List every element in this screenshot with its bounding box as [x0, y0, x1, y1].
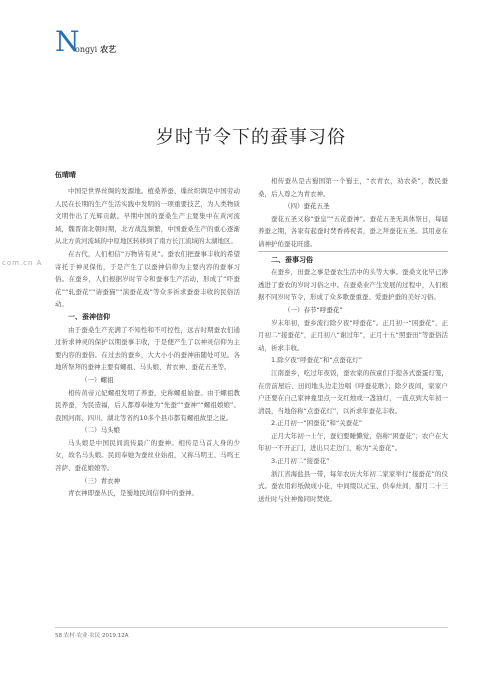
paragraph: 岁末年初，蚕乡流行除夕夜“呼蚕花”。正月初一“困蚕花”，正月初二“接蚕花”，正月初八“谢过年”，正月十五“照蚕田”等蚕俗活动，祈求丰收。	[258, 318, 448, 352]
left-column	[55, 185, 240, 500]
section-heading: （一）春节“呼蚕花”	[284, 305, 343, 314]
section-heading: 一、蚕神信仰	[68, 312, 110, 321]
article-title: 岁时节令下的蚕事习俗	[156, 127, 346, 148]
paragraph: 相传蚕丛是古蜀国第一个蜀王，“衣青衣，劝农桑”，教民蚕桑，后人尊之为青衣神。	[258, 177, 448, 198]
paragraph: 由于蚕桑生产充满了不知性和不可控性，远古时期蚕农们通过祈求神灵的保护以期蚕事丰收，于是便产生了以神灵信仰为主要内容的蚕俗。在过去的蚕乡，大大小小的蚕神庙随处可见。各地所祭拜的蚕神主要有螺祖、马头娘、青衣神、蚕花五圣等。	[55, 325, 240, 372]
paragraph: 蚕花五圣又称“蚕皇”“五花蚕神”。蚕花五圣无具体祭日，每届养蚕之期，各家有起蚕时焚香祷祝者，蚕之拜蚕花五圣。其用意在请神护佑蚕花旺盛。	[258, 214, 448, 248]
paragraph: 正月大年初一上午，蚕妇要睡懒觉，俗称“困蚕花”；农户在大年初一不开正门，进出只走边门，称为“关蚕花”。	[258, 431, 448, 453]
paragraph: 在蚕乡，田蚕之事是蚕农生活中的头等大事。蚕桑文化早已渗透进了蚕农的岁时习俗之中。在蚕桑业产生发展的过程中，人们根据不同岁时节令，形成了众多歌蚕重蚕、爱蚕护蚕的美好习俗。	[258, 268, 448, 302]
watermark-text: com.cn A	[2, 259, 43, 267]
paragraph: 2.正月初一“困蚕花”和“关蚕花”	[271, 419, 363, 428]
paragraph: 浙江省海盐县一带，每年农历大年初二家家举行“接蚕花”的仪式。蚕农用彩纸做成小花，中间缀以元宝、供奉灶间，腊月二十三送灶时与灶神像同时焚烧。	[258, 469, 448, 503]
section-heading: （三）青衣神	[81, 476, 120, 485]
page-footer: 58 农村·农业·农民 2019.12A	[55, 633, 129, 639]
section-heading: （四）蚕花五圣	[284, 202, 330, 211]
section-heading: （一）螺祖	[81, 375, 114, 384]
section-heading: 二、蚕事习俗	[258, 251, 448, 267]
paragraph: 3.正月初二“接蚕花”	[271, 457, 330, 466]
paragraph: 马头娘是中国民间流传最广的蚕神。相传是马首人身的少女，故名马头娘。民间奉她为蚕丝业始祖，又称马明王、马鸣王菩萨、蚕花娘娘等。	[55, 438, 240, 473]
paragraph: 中国是世界丝绸的发源地。植桑养蚕、缫丝织绸是中国劳动人民在长期的生产生活实践中发明的一项重要技艺，为人类物质文明作出了光辉贡献。早期中国的蚕桑生产主要集中在黄河流域，魏晋南北朝时期，北方战乱频繁，中国蚕桑生产的重心逐渐从北方黄河流域的中原地区转移到了南方长江流域的太湖地区。	[55, 187, 240, 246]
paragraph: 相传黄帝元妃螺祖发明了养蚕，史称螺祖始蚕。由于螺祖教民养蚕，为民造福，后人都尊奉她为“先蚕”“蚕神”“螺祖娘娘”。我国河南、四川、湖北等省约10多个县市都有螺祖故里之说。	[55, 388, 240, 422]
article-author: 伍晴晴	[55, 171, 76, 179]
section-logo-letter: N	[55, 25, 80, 58]
section-label: ongyi 农艺	[75, 44, 117, 54]
paragraph: 江南蚕乡，吃过年夜饭，蚕农家的孩童们手提各式蚕蛋灯笼，在房前屋后、田间地头边走边唱《呼蚕花歌》；除夕夜间，家家户户还要在自己家神龛里点一支红烛或一盏油灯，一直点到大年初一清晨，当地俗称“点蚕花灯”，以祈求年蚕花丰收。	[258, 368, 448, 415]
right-column	[258, 175, 448, 505]
paragraph: 在古代，人们相信“万物皆有灵”。蚕农们把蚕事丰收的希望寄托于神灵保佑，于是产生了以蚕神信仰为主要内容的蚕事习俗。在蚕乡，人们根据岁时节令和蚕事生产活动，形成了“吓蚕花”“轧蚕花”“请蚕猫”“演蚕花戏”等众多祈求蚕蚕丰收的民俗活动。	[55, 249, 240, 309]
section-heading: （二）马头娘	[81, 426, 120, 435]
footer-rule	[55, 627, 448, 628]
paragraph: 青衣神即蚕丛氏，是蜀地民间信仰中的蚕神。	[68, 489, 198, 498]
paragraph: 1.除夕夜“呼蚕花”和“点蚕花灯”	[271, 356, 363, 365]
